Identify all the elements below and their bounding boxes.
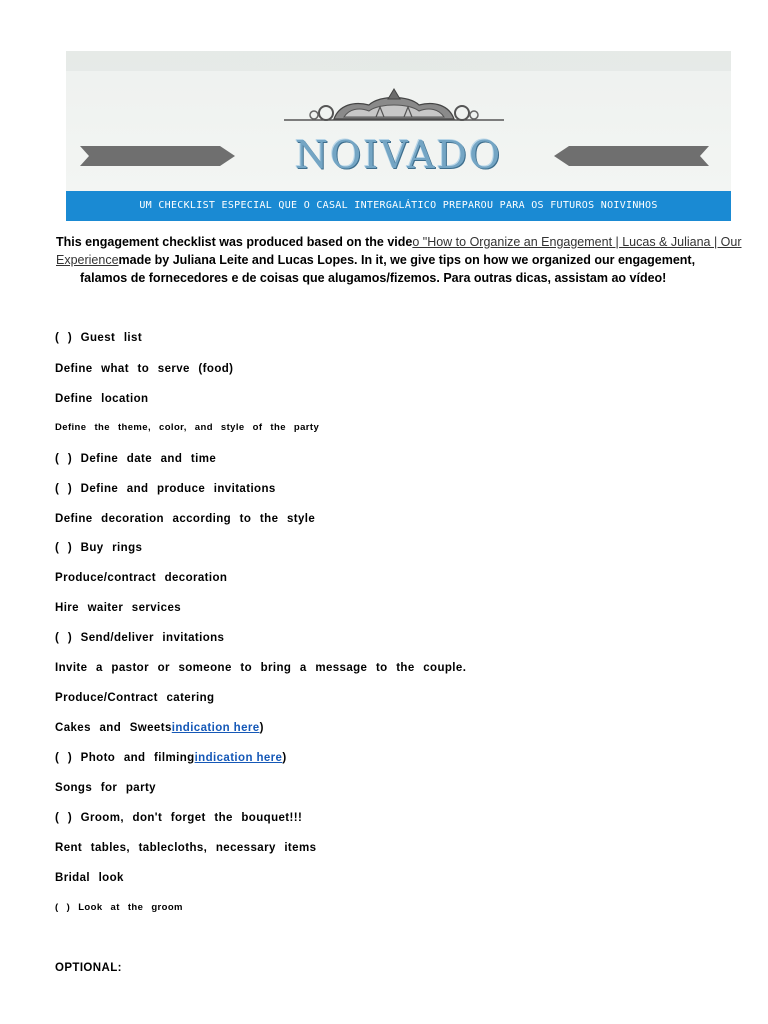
checklist-item-groom-look: ( ) Look at the groom [55,902,183,913]
checklist-item-cakes [55,722,264,734]
checklist-item-bouquet: ( ) Groom, don't forget the bouquet!!! [55,812,303,824]
intro-paragraph [56,233,756,287]
optional-heading: OPTIONAL: [55,962,122,974]
checklist-item-bridal-look: Bridal look [55,872,124,884]
ornament-crest-icon [284,87,504,137]
checklist-item-waiters: Hire waiter services [55,602,182,614]
checklist-item-food: Define what to serve (food) [55,363,234,375]
checklist-item-invitations: ( ) Define and produce invitations [55,483,276,495]
intro-line-3: falamos de fornecedores e de coisas que alugamos/fizemos. Para outras dicas, assistam ao vídeo! [80,271,667,285]
checklist-item-songs: Songs for party [55,782,156,794]
cakes-indication-link[interactable]: indication here [171,722,260,734]
intro-text-before: This engagement checklist was produced based on the vide [56,235,413,249]
checklist-item-guest-list: ( ) Guest list [55,332,143,344]
checklist-item-date-time: ( ) Define date and time [55,453,217,465]
cakes-label: Cakes and Sweets [55,722,172,734]
checklist-item-rings: ( ) Buy rings [55,542,143,554]
checklist-item-rent-tables: Rent tables, tablecloths, necessary items [55,842,317,854]
cakes-suffix: ) [259,722,264,734]
photo-suffix: ) [282,752,287,764]
checklist-item-pastor: Invite a pastor or someone to bring a message to the couple. [55,662,467,674]
banner-top-texture [66,51,731,71]
intro-line-2 [56,251,756,269]
checklist-item-produce-decoration: Produce/contract decoration [55,572,228,584]
banner-title: NOIVADO [294,133,503,177]
video-link[interactable]: o "How to Organize an Engagement | Lucas & Juliana | Our [412,235,742,249]
checklist-item-catering: Produce/Contract catering [55,692,215,704]
intro-line-1 [56,233,756,251]
video-link-continued[interactable]: Experience [56,253,119,267]
header-banner [66,51,731,221]
checklist-item-send-invitations: ( ) Send/deliver invitations [55,632,225,644]
intro-text-after: made by Juliana Leite and Lucas Lopes. In it, we give tips on how we organized our engagement, [118,253,696,267]
photo-indication-link[interactable]: indication here [194,752,283,764]
checklist-item-photo [55,752,287,764]
banner-subtitle: UM CHECKLIST ESPECIAL QUE O CASAL INTERGALÁTICO PREPAROU PARA OS FUTUROS NOIVINHOS [66,191,731,221]
checklist-item-theme: Define the theme, color, and style of the party [55,422,320,433]
checklist-item-decoration-style: Define decoration according to the style [55,513,316,525]
photo-label: ( ) Photo and filming [55,752,195,764]
checklist-item-location: Define location [55,393,149,405]
